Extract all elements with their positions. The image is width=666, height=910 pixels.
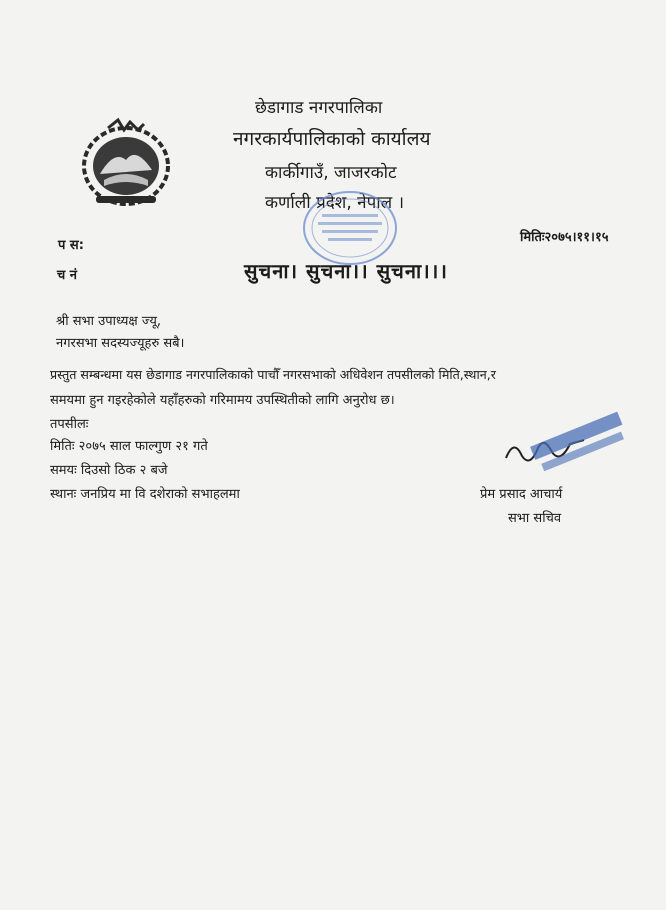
recipient-line-1: श्री सभा उपाध्यक्ष ज्यू, bbox=[56, 314, 161, 329]
signatory-name: प्रेम प्रसाद आचार्य bbox=[480, 487, 563, 502]
office-address: कार्कीगाउँ, जाजरकोट bbox=[265, 163, 397, 183]
meeting-venue: स्थानः जनप्रिय मा वि दशेराको सभाहलमा bbox=[50, 487, 240, 502]
signatory-stamp bbox=[525, 410, 635, 480]
office-stamp bbox=[300, 188, 400, 268]
signatory-title: सभा सचिव bbox=[508, 511, 562, 526]
notice-title: सुचना। सुचना।। सुचना।।। bbox=[244, 259, 448, 283]
letter-date: मितिः२०७५।११।१५ bbox=[520, 230, 609, 245]
details-heading: तपसीलः bbox=[50, 417, 89, 432]
meeting-time: समयः दिउसो ठिक २ बजे bbox=[50, 463, 168, 478]
nepal-emblem-logo bbox=[78, 116, 174, 208]
dispatch-number-label: च नं bbox=[57, 268, 77, 283]
body-line-2: समयमा हुन गइरहेकोले यहाँहरुको गरिमामय उपस्थितीको लागि अनुरोध छ। bbox=[50, 393, 395, 408]
meeting-date: मितिः २०७५ साल फाल्गुण २१ गते bbox=[50, 439, 208, 454]
municipality-name: छेडागाड नगरपालिका bbox=[255, 98, 383, 118]
letter-number-label: प स: bbox=[58, 238, 84, 253]
body-line-1: प्रस्तुत सम्बन्धमा यस छेडागाड नगरपालिकाको पाचौँ नगरसभाको अधिवेशन तपसीलको मिति,स्थान,र bbox=[50, 367, 496, 382]
province-country: कर्णाली प्रदेश, नेपाल । bbox=[265, 193, 405, 213]
recipient-line-2: नगरसभा सदस्यज्यूहरु सबै। bbox=[56, 336, 185, 351]
office-name: नगरकार्यपालिकाको कार्यालय bbox=[233, 128, 431, 150]
